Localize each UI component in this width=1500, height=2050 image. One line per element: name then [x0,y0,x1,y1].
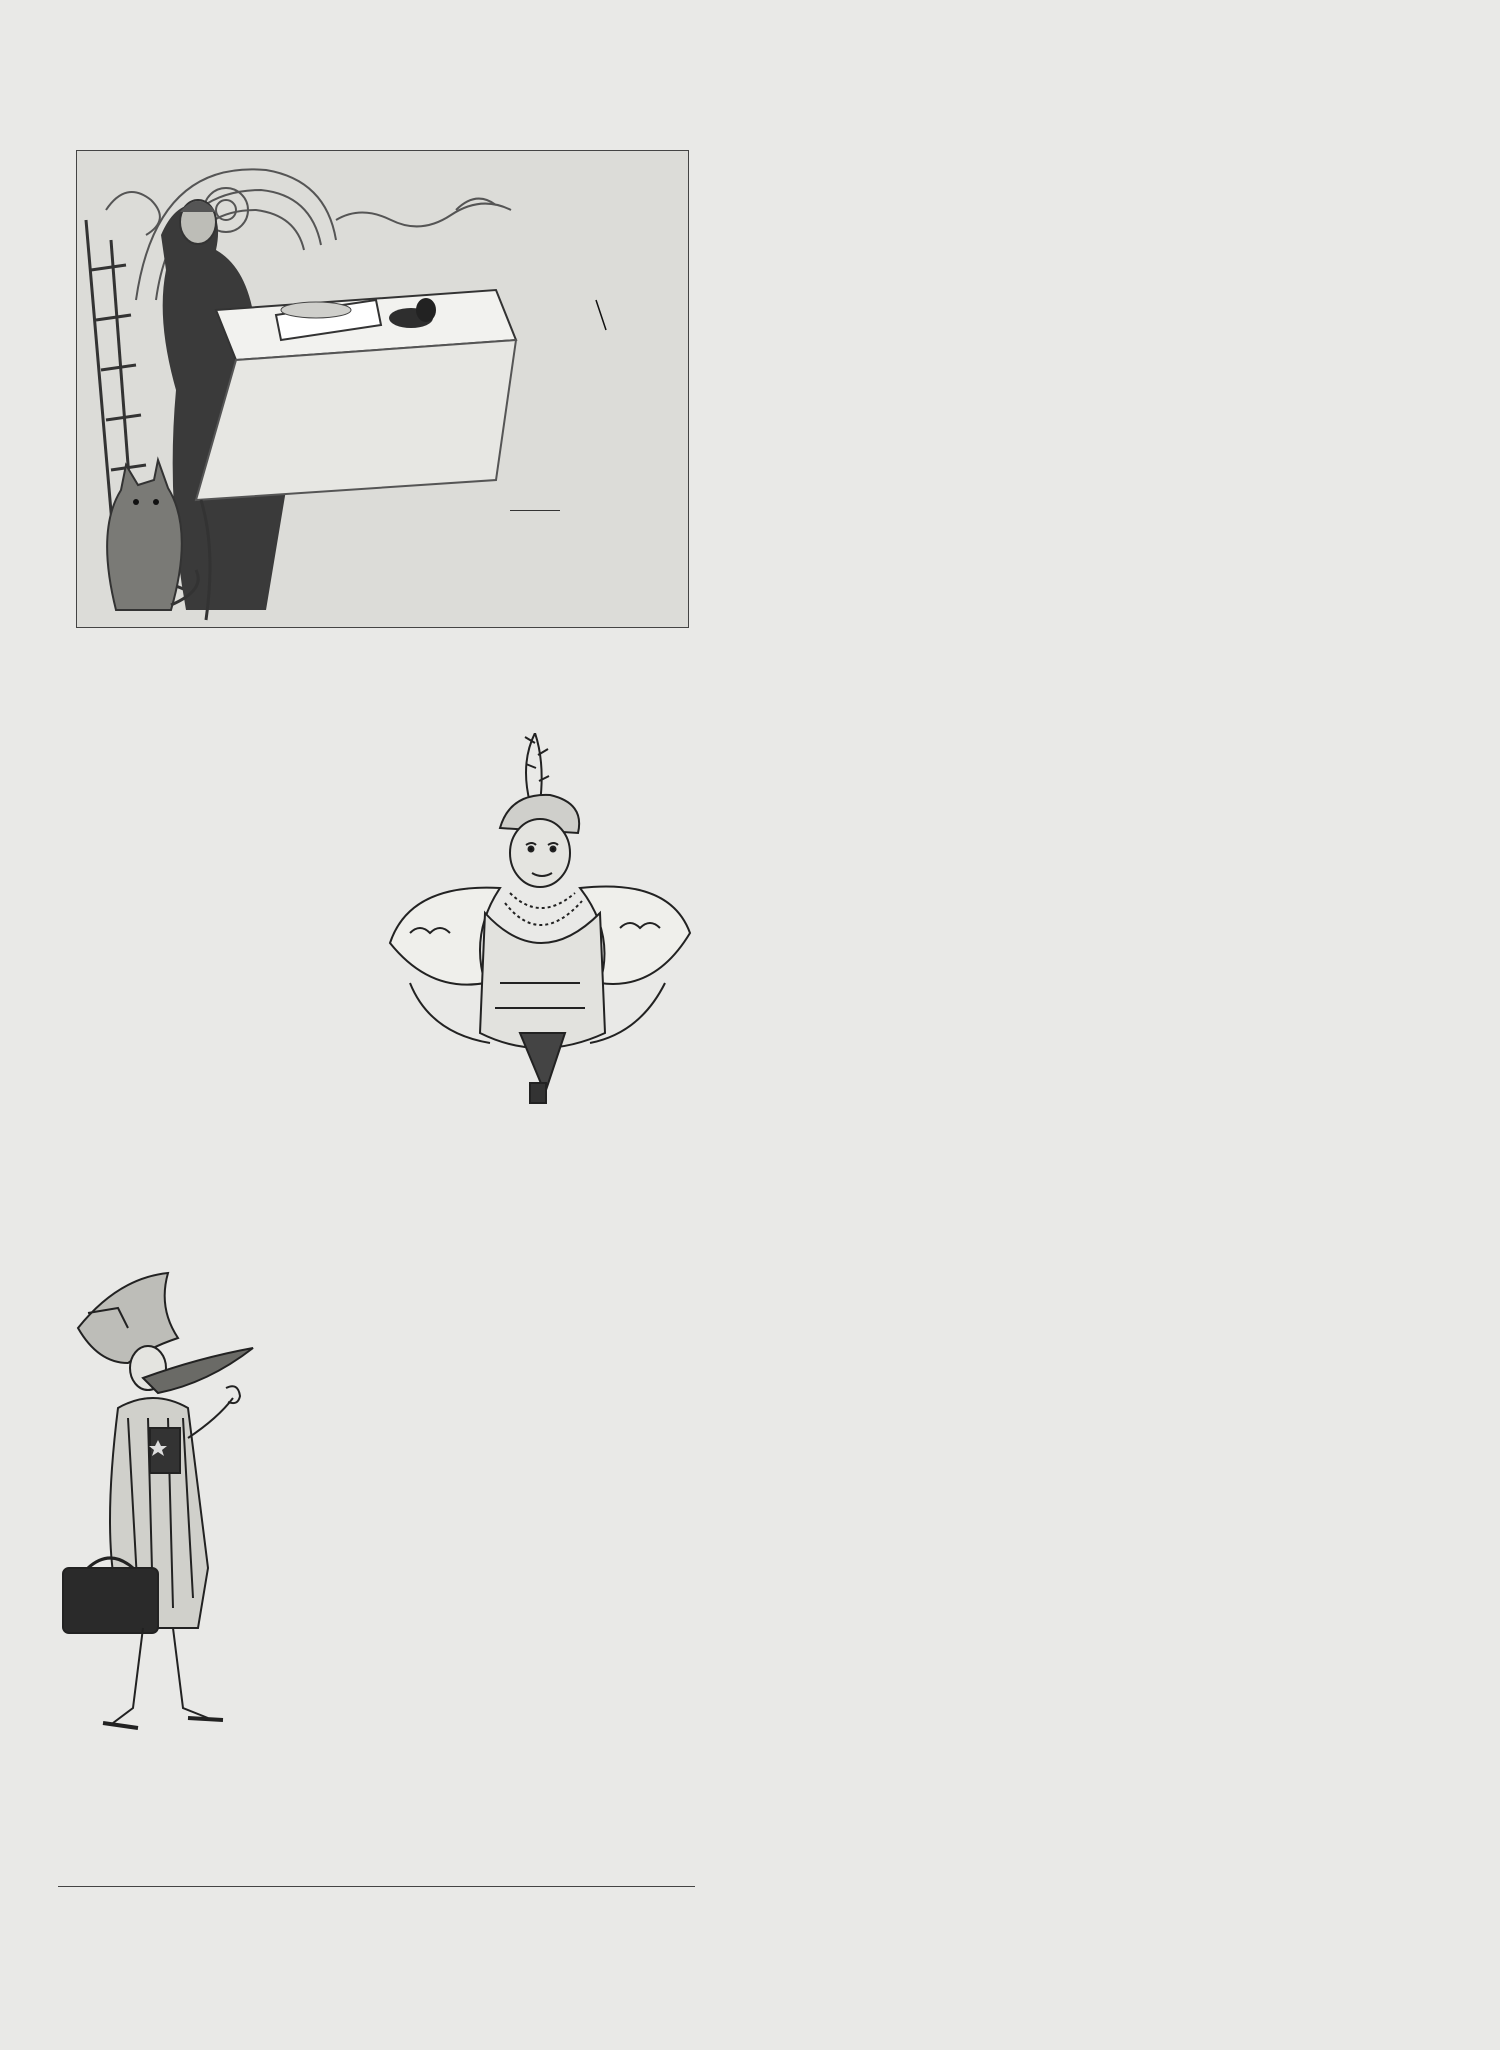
rule-above-moore-ad [58,1886,695,1887]
story-header-illustration [76,150,689,628]
mrs-gableigh-illustration [370,733,695,1115]
mrs-gableigh-drawing [370,733,695,1115]
delegate-illustration [58,1268,270,1763]
subhead-rule [510,510,560,511]
old-maid-writing-illustration [76,150,689,628]
story-paragraph-1 [376,531,695,533]
delegate-drawing [58,1268,270,1738]
